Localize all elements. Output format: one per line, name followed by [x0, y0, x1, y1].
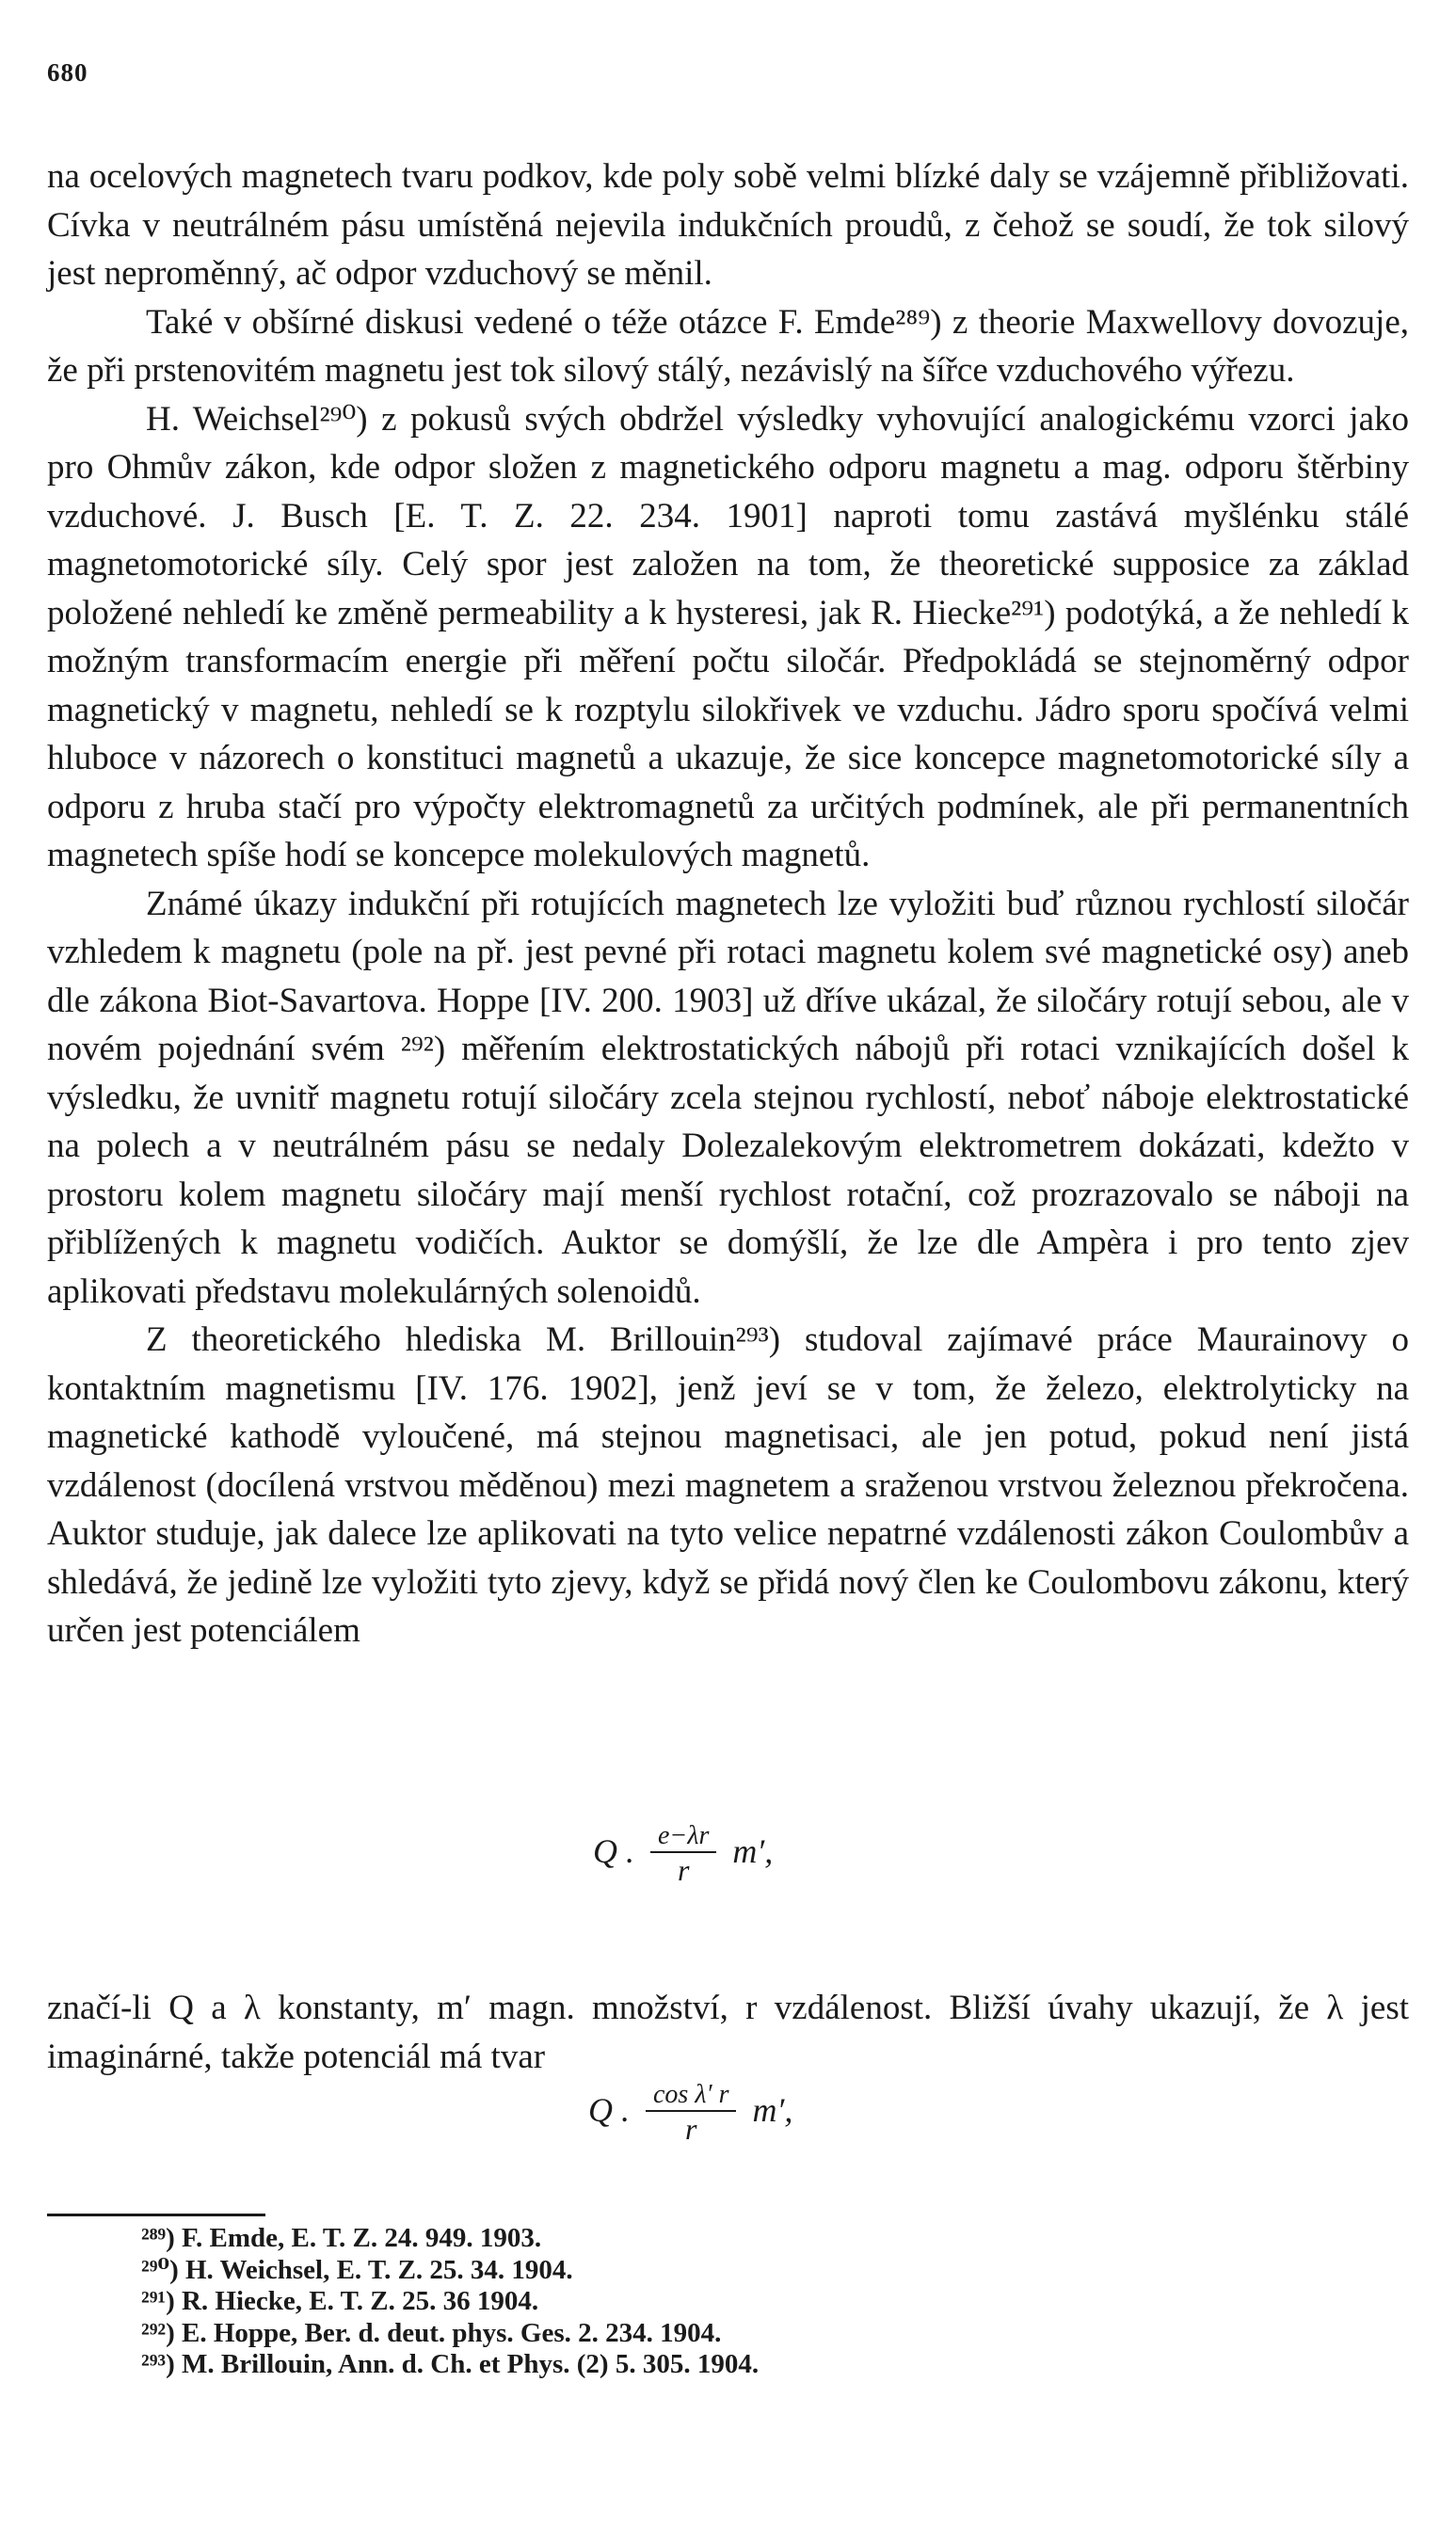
equation-2-numerator: cos λ′ r [646, 2080, 736, 2112]
equation-2-lead: Q . [588, 2090, 630, 2129]
equation-1-fraction [650, 1821, 716, 1888]
footnote-293: ²⁹³) M. Brillouin, Ann. d. Ch. et Phys. (2) 5. 305. 1904. [141, 2349, 760, 2379]
page-number: 680 [47, 58, 88, 87]
footnote-292: ²⁹²) E. Hoppe, Ber. d. deut. phys. Ges. 2. 234. 1904. [141, 2317, 722, 2348]
footnote-291: ²⁹¹) R. Hiecke, E. T. Z. 25. 36 1904. [141, 2286, 539, 2316]
paragraph-6: značí-li Q a λ konstanty, m′ magn. množství, r vzdálenost. Bližší úvahy ukazují, že λ jest imaginárné, takže potenciál má tvar [47, 1989, 1409, 2076]
equation-1-trail: m′, [732, 1831, 774, 1870]
equation-1 [593, 1821, 773, 1888]
paragraph-3: H. Weichsel²⁹⁰) z pokusů svých obdržel výsledky vyhovující analogickému vzorci jako pro Ohmův zákon, kde odpor složen z magnetického odporu magnetu a mag. odporu štěrbiny vzduchové. J. Busch [E. T. Z. 22. 234. 1901] naproti tomu zastává myšlénku stálé magnetomotorické síly. Celý spor jest založen na tom, že theoretické supposice za základ položené nehledí ke změně permeability a k hysteresi, jak R. Hiecke²⁹¹) podotýká, a že nehledí k možným transformacím energie při měření počtu siločár. Předpokládá se stejnoměrný odpor magnetický v magnetu, nehledí se k rozptylu silokřivek ve vzduchu. Jádro sporu spočívá velmi hluboce v názorech o konstituci magnetů a ukazuje, že sice koncepce magnetomotorické síly a odporu z hruba stačí pro výpočty elektromagnetů za určitých podmínek, ale při permanentních magnetech spíše hodí se koncepce molekulových magnetů. [47, 399, 1409, 874]
equation-2-fraction [646, 2080, 736, 2147]
footnote-290: ²⁹⁰) H. Weichsel, E. T. Z. 25. 34. 1904. [141, 2254, 573, 2285]
equation-2-trail: m′, [752, 2090, 793, 2129]
paragraph-5: Z theoretického hlediska M. Brillouin²⁹³) studoval zajímavé práce Maurainovy o kontaktním magnetismu [IV. 176. 1902], jenž jeví se v tom, že železo, elektrolyticky na magnetické kathodě vyloučené, má stejnou magnetisaci, ale jen potud, pokud není jistá vzdálenost (docílená vrstvou měděnou) mezi magnetem a sraženou vrstvou železnou překročena. Auktor studuje, jak dalece lze aplikovati na tyto velice nepatrné vzdálenosti zákon Coulombův a shledává, že jedině lze vyložiti tyto zjevy, když se přidá nový člen ke Coulombovu zákonu, který určen jest potenciálem [47, 1320, 1409, 1650]
paragraph-4: Známé úkazy indukční při rotujících magnetech lze vyložiti buď různou rychlostí siločár vzhledem k magnetu (pole na př. jest pevné při rotaci magnetu kolem své magnetické osy) aneb dle zákona Biot-Savartova. Hoppe [IV. 200. 1903] už dříve ukázal, že siločáry rotují sebou, ale v novém pojednání svém ²⁹²) měřením elektrostatických nábojů při rotaci vznikajících došel k výsledku, že uvnitř magnetu rotují siločáry zcela stejnou rychlostí, neboť náboje elektrostatické na polech a v neutrálném pásu se nedaly Dolezalekovým elektrometrem dokázati, kdežto v prostoru kolem magnetu siločáry mají menší rychlost rotační, což prozrazovalo se náboji na přiblížených k magnetu vodičích. Auktor se domýšlí, že lze dle Ampèra i pro tento zjev aplikovati představu molekulárných solenoidů. [47, 884, 1409, 1311]
equation-1-lead: Q . [593, 1831, 634, 1870]
main-text [47, 152, 1409, 1655]
paragraph-1: na ocelových magnetech tvaru podkov, kde poly sobě velmi blízké daly se vzájemně přibližovati. Cívka v neutrálném pásu umístěná nejevila indukčních proudů, z čehož se soudí, že tok silový jest neproměnný, ač odpor vzduchový se měnil. [47, 157, 1409, 293]
equation-1-numerator: e−λr [650, 1821, 716, 1853]
footnotes [141, 2223, 759, 2381]
equation-2 [588, 2080, 792, 2147]
footnote-289: ²⁸⁹) F. Emde, E. T. Z. 24. 949. 1903. [141, 2223, 542, 2253]
equation-1-denominator: r [677, 1853, 690, 1887]
paragraph-2: Také v obšírné diskusi vedené o téže otázce F. Emde²⁸⁹) z theorie Maxwellovy dovozuje, že při prstenovitém magnetu jest tok silový stálý, nezávislý na šířce vzduchového výřezu. [47, 302, 1409, 390]
footnote-divider [47, 2214, 265, 2216]
equation-2-denominator: r [685, 2112, 697, 2146]
